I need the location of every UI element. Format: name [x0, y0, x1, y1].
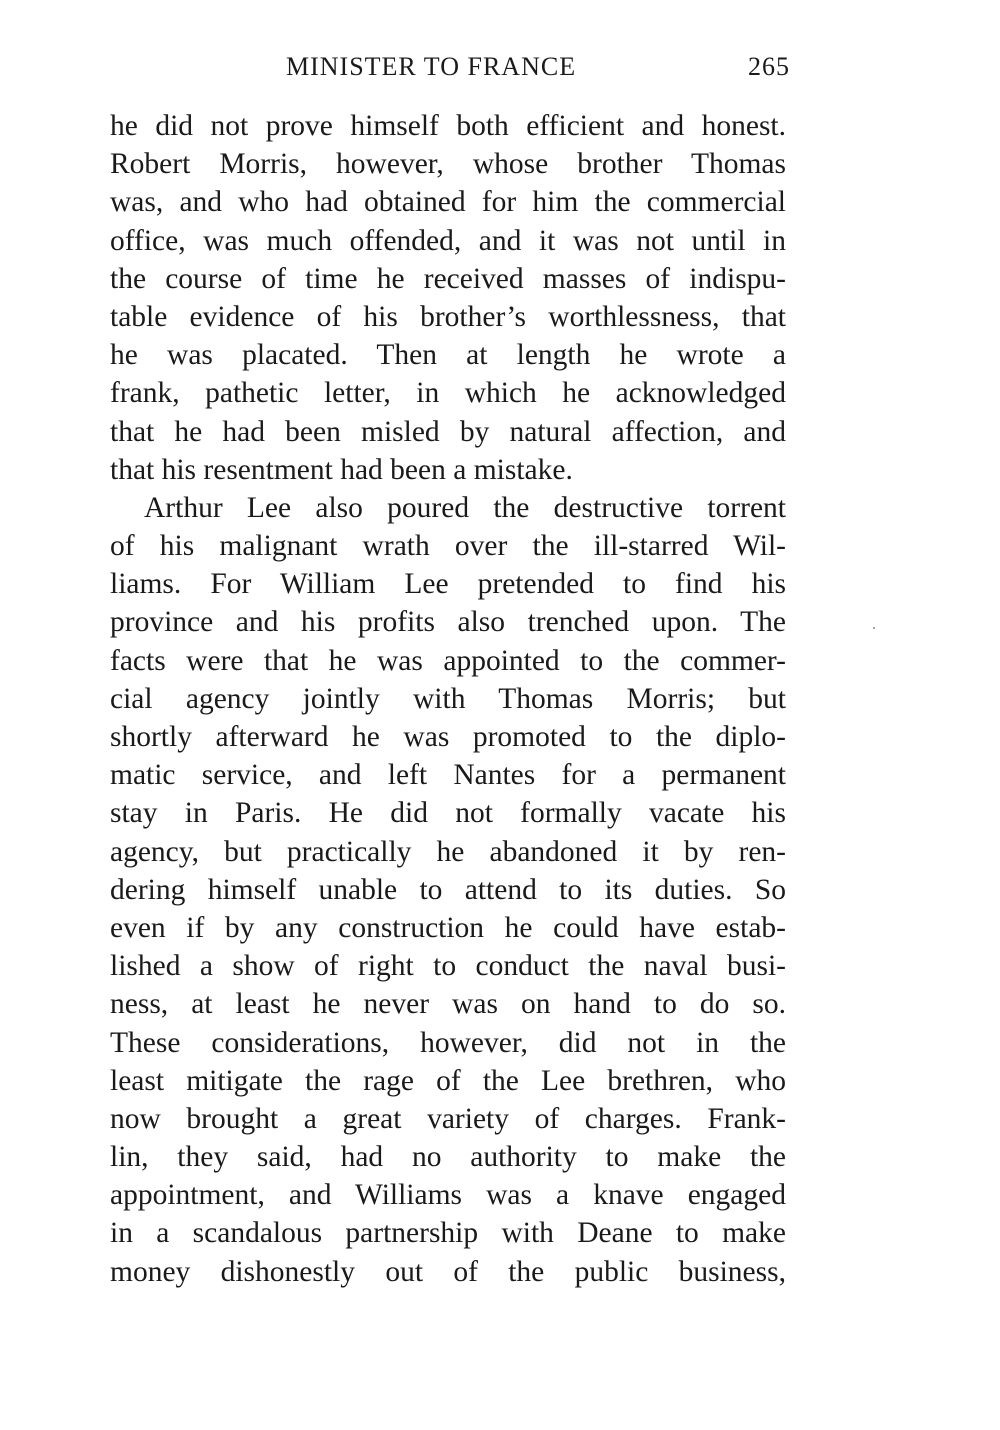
text-line: he did not prove himself both efficient and honest. — [110, 110, 786, 142]
text-line: liams. For William Lee pretended to find his — [110, 568, 786, 601]
text-line: shortly afterward he was promoted to the diplo- — [110, 721, 786, 753]
text-line: in a scandalous partnership with Deane to make — [110, 1217, 786, 1250]
text-line: office, was much offended, and it was not until in — [110, 224, 786, 257]
text-line: matic service, and left Nantes for a permanent — [110, 759, 786, 792]
text-line: dering himself unable to attend to its duties. So — [110, 873, 786, 906]
text-line: These considerations, however, did not in the — [110, 1026, 786, 1059]
text-line: appointment, and Williams was a knave engaged — [110, 1179, 786, 1212]
text-line: was, and who had obtained for him the commercial — [110, 186, 786, 219]
text-line: lished a show of right to conduct the naval busi- — [110, 950, 786, 983]
text-line: the course of time he received masses of indispu- — [110, 262, 786, 295]
body-text — [110, 107, 786, 1291]
scan-speck — [873, 627, 875, 629]
text-line: province and his profits also trenched upon. The — [110, 606, 786, 639]
text-line: lin, they said, had no authority to make the — [110, 1141, 786, 1174]
text-line: stay in Paris. He did not formally vacate his — [110, 797, 786, 830]
running-title: MINISTER TO FRANCE — [286, 52, 577, 81]
text-line: Arthur Lee also poured the destructive torrent — [144, 491, 786, 524]
text-line: even if by any construction he could have estab- — [110, 911, 786, 944]
text-line: facts were that he was appointed to the commer- — [110, 644, 786, 677]
text-line: Robert Morris, however, whose brother Thomas — [110, 148, 786, 181]
text-line: table evidence of his brother’s worthlessness, that — [110, 300, 786, 333]
text-line: now brought a great variety of charges. Frank- — [110, 1102, 786, 1135]
text-line: that he had been misled by natural affection, and — [110, 415, 786, 448]
text-line: of his malignant wrath over the ill-starred Wil- — [110, 530, 786, 563]
text-line: frank, pathetic letter, in which he acknowledged — [110, 377, 786, 410]
text-line: cial agency jointly with Thomas Morris; but — [110, 682, 786, 715]
text-line: ness, at least he never was on hand to do so. — [110, 988, 786, 1021]
text-line: he was placated. Then at length he wrote a — [110, 339, 786, 372]
page-number: 265 — [748, 52, 790, 81]
text-line: money dishonestly out of the public business, — [110, 1255, 786, 1288]
running-head — [110, 52, 790, 92]
text-line: that his resentment had been a mistake. — [110, 453, 573, 486]
text-line: least mitigate the rage of the Lee brethren, who — [110, 1064, 786, 1097]
text-line: agency, but practically he abandoned it by ren- — [110, 835, 786, 868]
